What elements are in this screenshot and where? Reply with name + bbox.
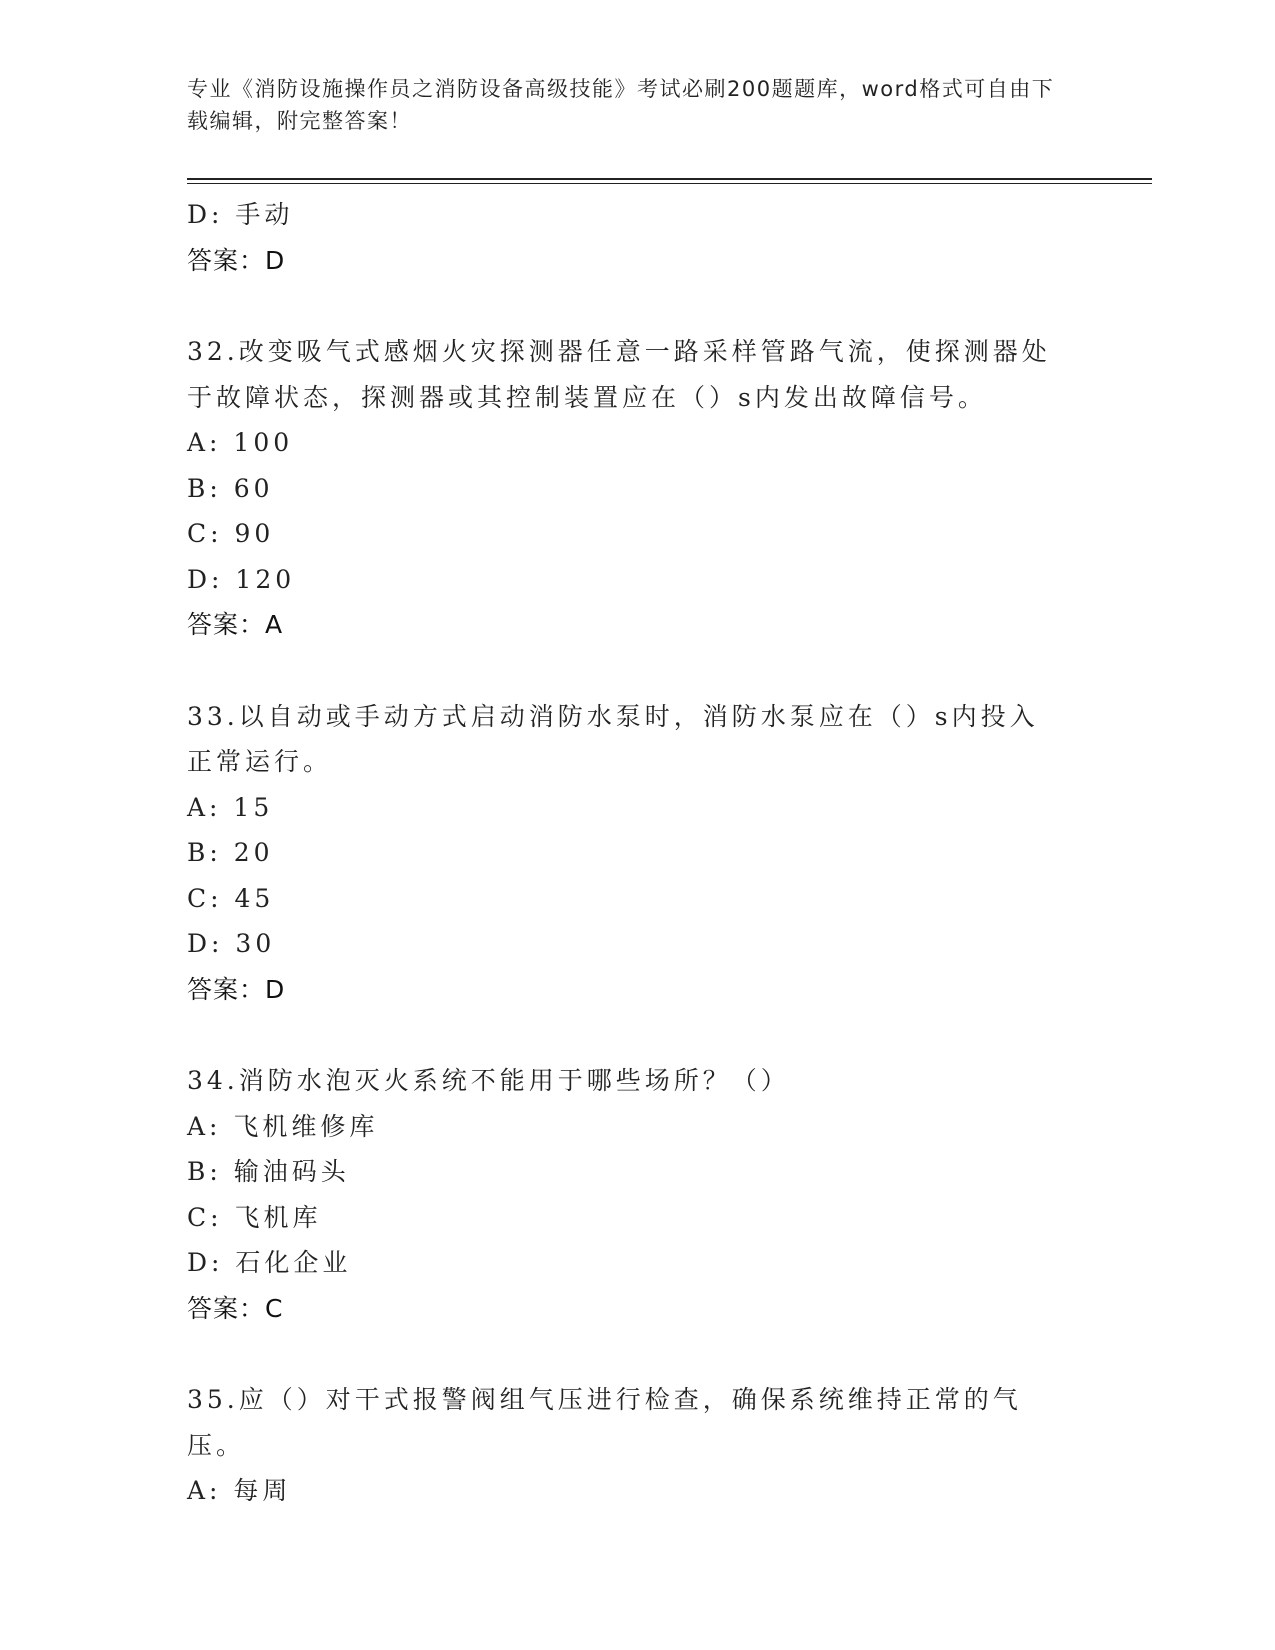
header-divider-thick	[187, 178, 1152, 180]
document-content	[187, 192, 1067, 1514]
option-b: B: 20	[187, 838, 274, 867]
question-stem: 32.改变吸气式感烟火灾探测器任意一路采样管路气流，使探测器处于故障状态，探测器或其控制装置应在（）s内发出故障信号。	[187, 337, 1051, 412]
header-divider-thin	[187, 183, 1152, 184]
option-c: C: 飞机库	[187, 1202, 322, 1232]
option-c: C: 45	[187, 883, 275, 913]
question-stem: 33.以自动或手动方式启动消防水泵时，消防水泵应在（）s内投入正常运行。	[187, 701, 1039, 776]
spacer	[187, 1012, 1067, 1058]
option-a: A: 每周	[187, 1476, 292, 1505]
option-b: B: 输油码头	[187, 1157, 350, 1186]
option-d: D: 石化企业	[187, 1248, 352, 1277]
question-stem: 35.应（）对干式报警阀组气压进行检查，确保系统维持正常的气压。	[187, 1385, 1022, 1460]
option-a: A: 15	[187, 792, 274, 822]
answer-line: 答案：D	[187, 974, 286, 1004]
option-d: D: 120	[187, 564, 296, 594]
document-page	[187, 0, 1152, 1650]
spacer	[187, 283, 1067, 329]
question-stem: 34.消防水泡灭火系统不能用于哪些场所？（）	[187, 1066, 790, 1095]
option-c: C: 90	[187, 519, 275, 548]
option-d: D: 手动	[187, 200, 294, 229]
option-d: D: 30	[187, 929, 276, 958]
option-a: A: 100	[187, 428, 294, 457]
option-a: A: 飞机维修库	[187, 1111, 379, 1141]
answer-line: 答案：C	[187, 1293, 284, 1323]
answer-line: 答案：D	[187, 245, 286, 275]
answer-line: 答案：A	[187, 610, 284, 639]
spacer	[187, 1331, 1067, 1377]
option-b: B: 60	[187, 473, 274, 503]
spacer	[187, 648, 1067, 694]
document-header: 专业《消防设施操作员之消防设备高级技能》考试必刷200题题库，word格式可自由下载编辑，附完整答案！	[187, 77, 1055, 133]
